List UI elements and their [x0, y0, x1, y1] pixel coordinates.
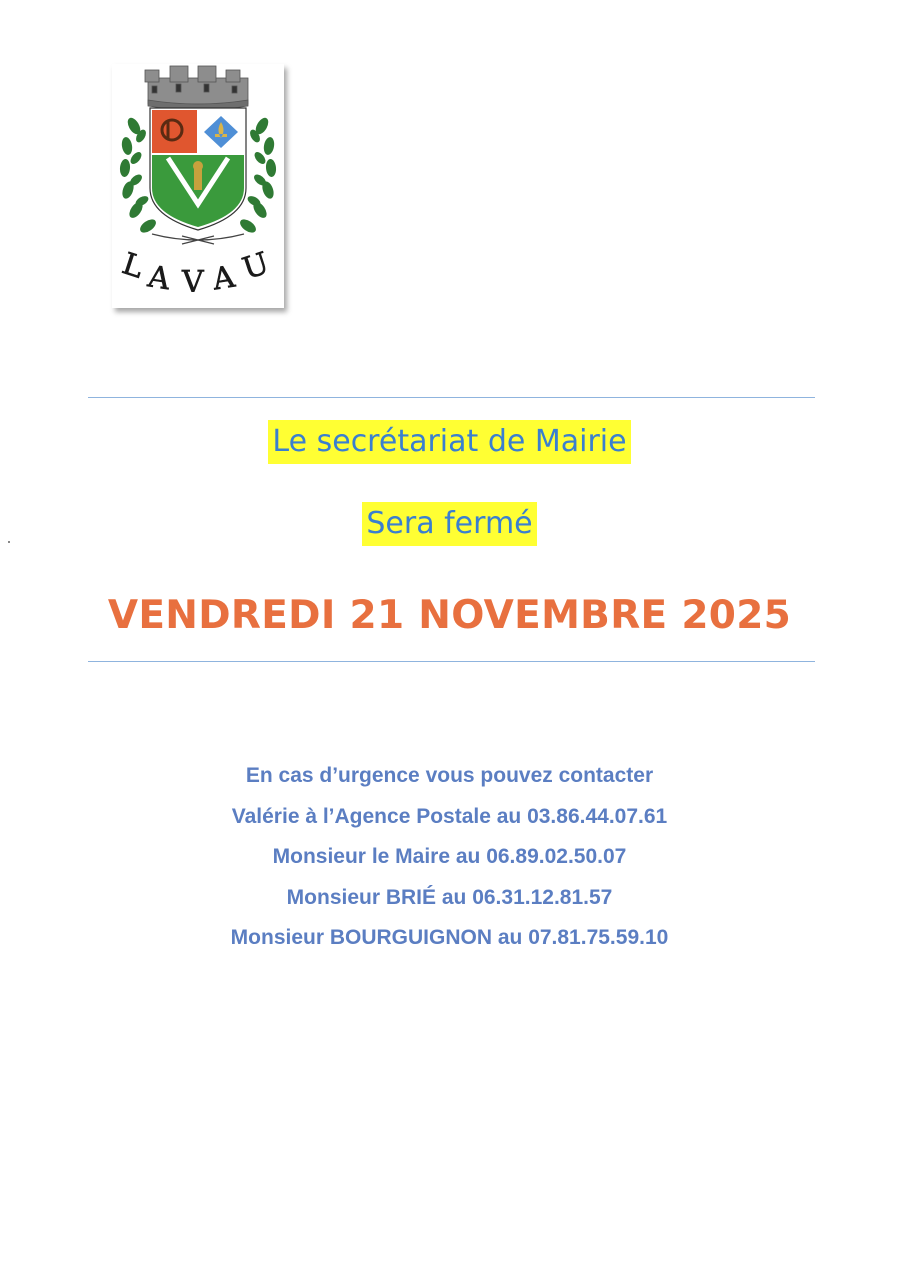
emergency-contacts: [0, 756, 899, 959]
shield-icon: [150, 108, 246, 230]
divider-bottom: [88, 661, 815, 662]
crown-icon: [145, 66, 248, 110]
svg-text:L: L: [117, 246, 148, 286]
notice-line-1: [0, 420, 899, 464]
svg-text:V: V: [182, 265, 204, 300]
coat-of-arms-icon: [112, 64, 284, 308]
svg-text:U: U: [238, 245, 274, 287]
ribbon-icon: [152, 234, 244, 244]
secretariat-heading: Le secrétariat de Mairie: [268, 420, 630, 464]
divider-top: [88, 397, 815, 398]
contact-line: Monsieur BRIÉ au 06.31.12.81.57: [286, 885, 613, 909]
contact-line: Monsieur le Maire au 06.89.02.50.07: [272, 845, 627, 868]
notice-line-2: [0, 502, 899, 546]
svg-text:A: A: [210, 259, 238, 298]
coat-of-arms-logo: [112, 64, 284, 308]
closure-date: VENDREDI 21 NOVEMBRE 2025: [107, 593, 792, 638]
logo-lettering: [118, 246, 273, 300]
contact-line: Valérie à l’Agence Postale au 03.86.44.07.61: [231, 804, 668, 828]
contact-line: Monsieur BOURGUIGNON au 07.81.75.59.10: [230, 926, 669, 949]
svg-text:A: A: [145, 259, 173, 298]
contacts-intro: En cas d’urgence vous pouvez contacter: [245, 764, 654, 787]
closed-heading: Sera fermé: [362, 502, 536, 546]
scan-speck: [8, 541, 10, 543]
